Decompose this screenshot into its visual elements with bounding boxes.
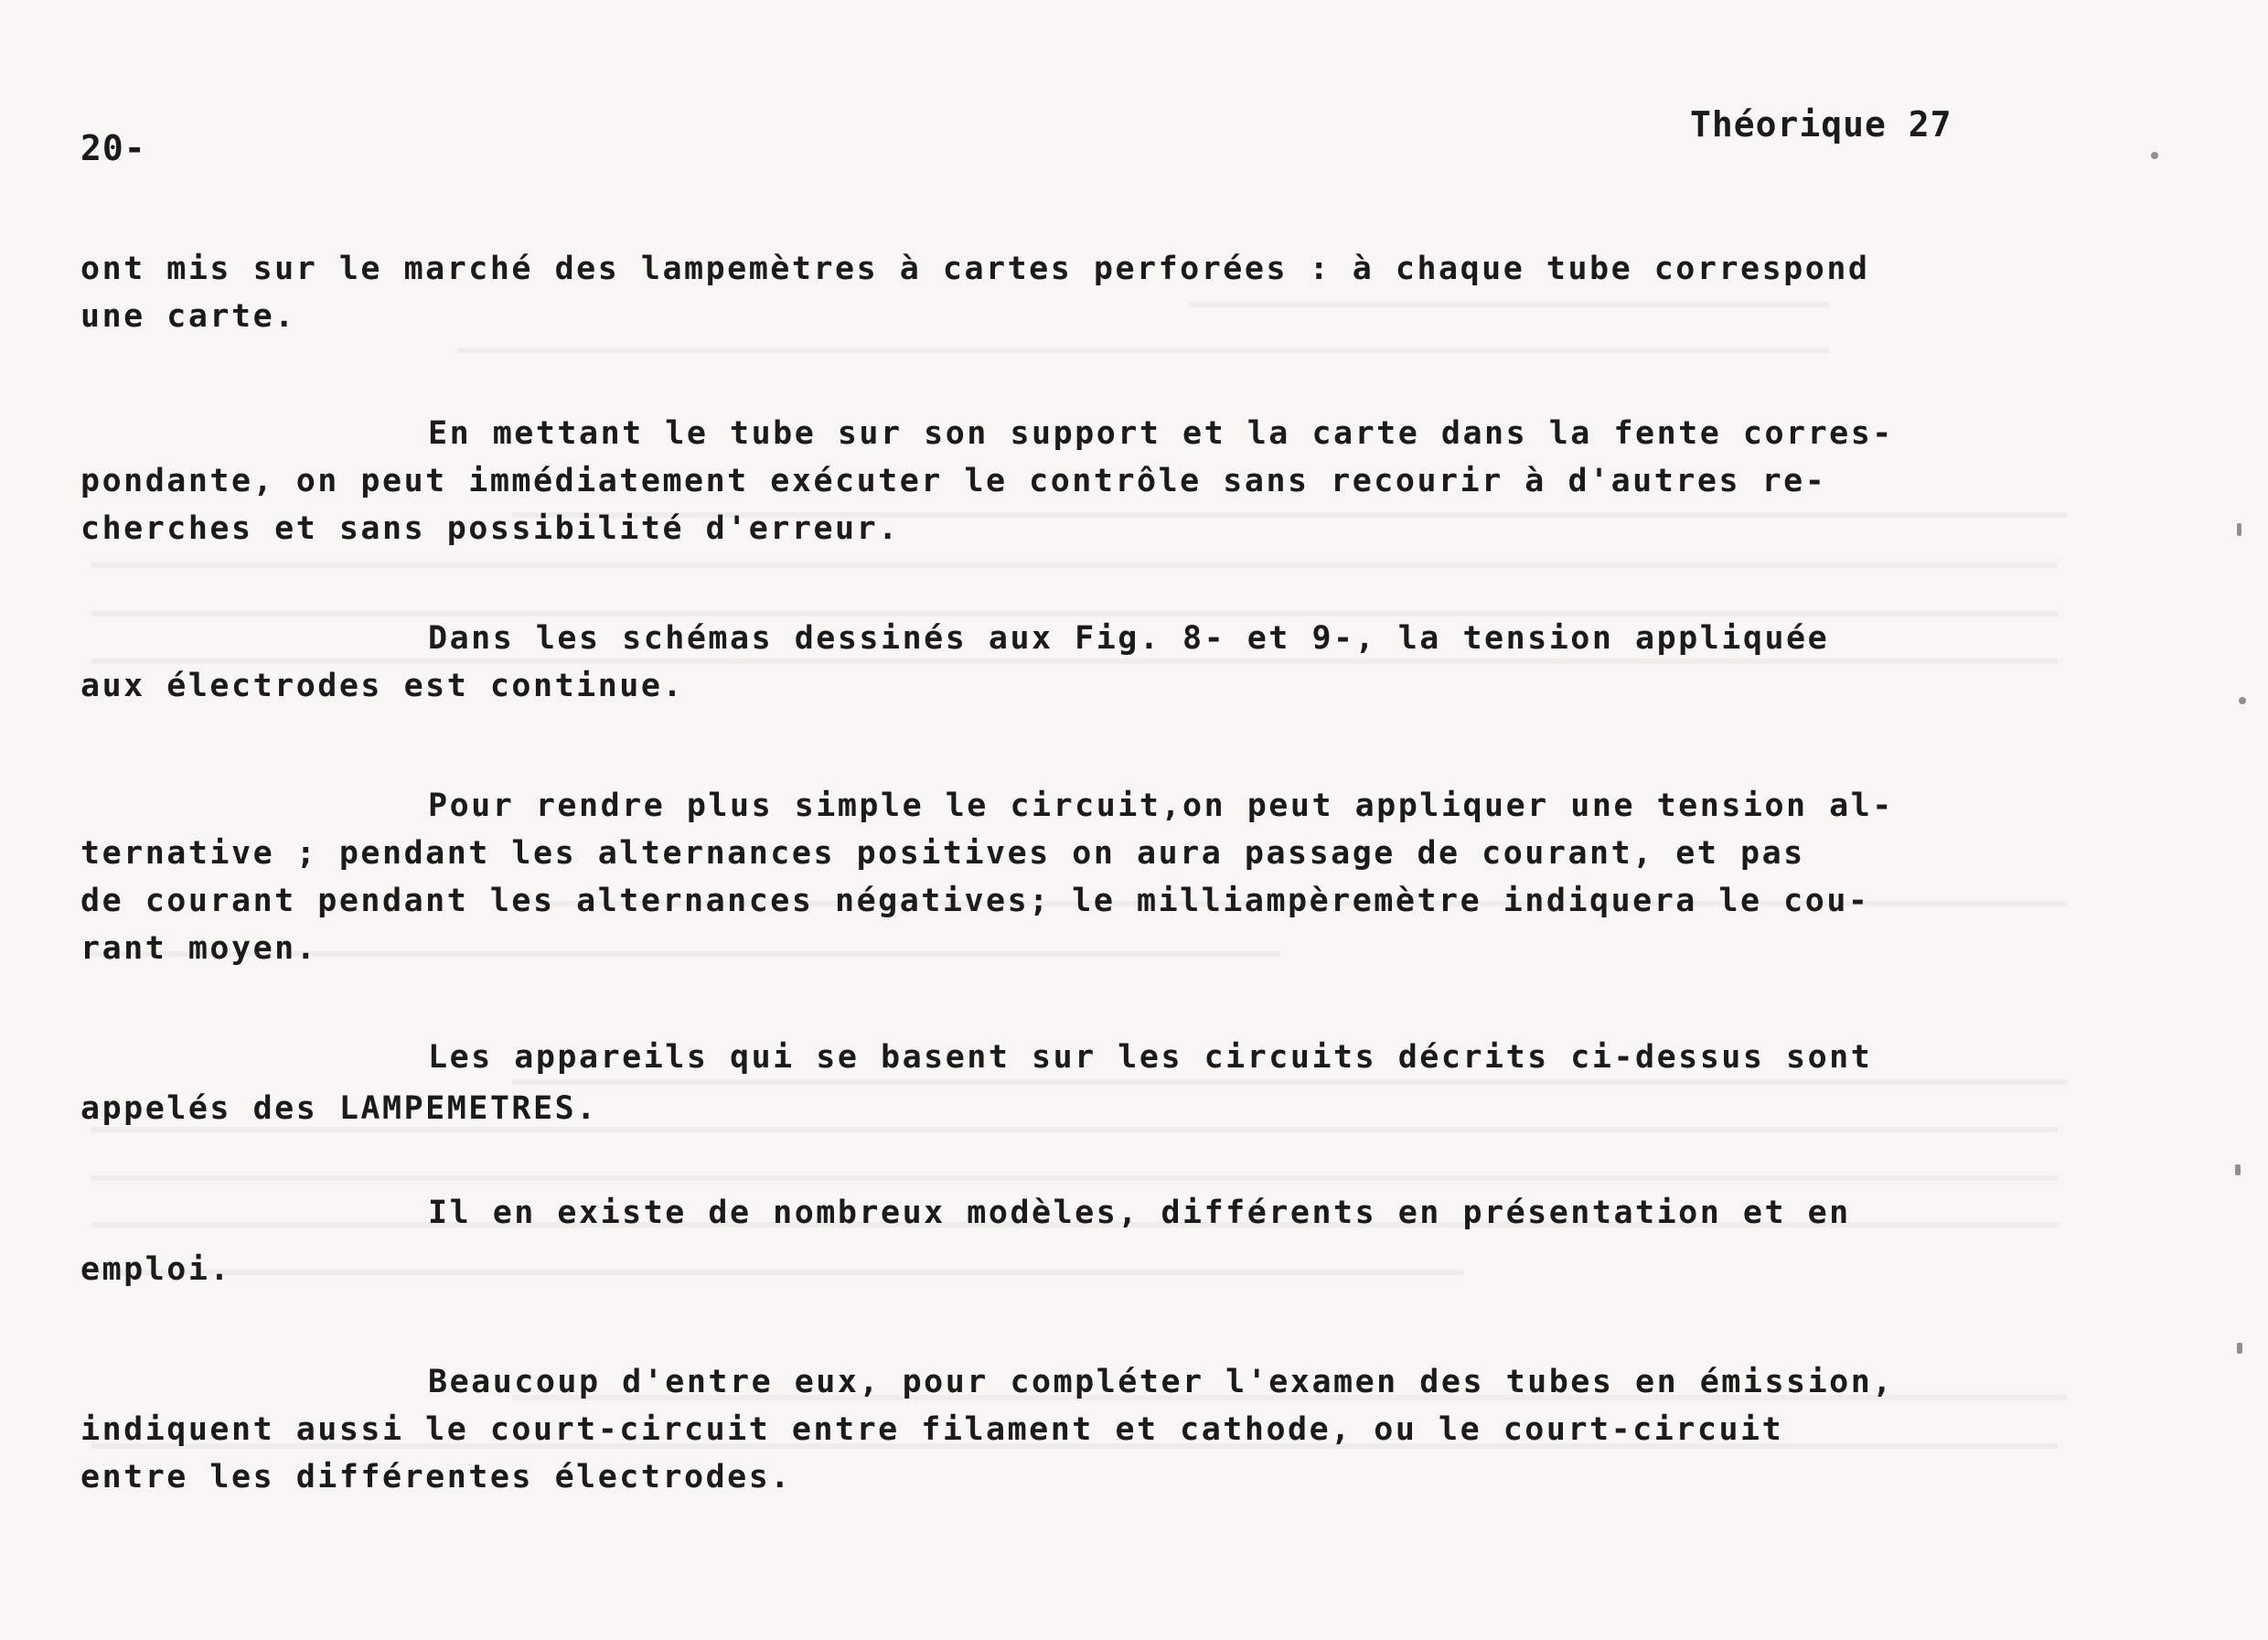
text-line: entre les différentes électrodes. xyxy=(80,1459,792,1495)
paragraph-2 xyxy=(80,410,2038,552)
text-line: emploi. xyxy=(80,1251,232,1288)
text-line: ternative ; pendant les alternances positives on aura passage de courant, et pas xyxy=(80,835,1805,872)
paragraph-6 xyxy=(80,1189,2038,1293)
text-line: Les appareils qui se basent sur les circuits décrits ci-dessus sont xyxy=(428,1039,1873,1076)
text-line: Beaucoup d'entre eux, pour compléter l'examen des tubes en émission, xyxy=(428,1364,1894,1400)
paragraph-4 xyxy=(80,782,2038,972)
text-line: aux électrodes est continue. xyxy=(80,668,685,704)
paragraph-1 xyxy=(80,245,2038,340)
text-line: une carte. xyxy=(80,298,296,335)
running-title: Théorique 27 xyxy=(1690,104,1952,145)
text-line: cherches et sans possibilité d'erreur. xyxy=(80,510,900,547)
text-line: Dans les schémas dessinés aux Fig. 8- et 9-, la tension appliquée xyxy=(428,620,1830,657)
paragraph-5 xyxy=(80,1034,2038,1132)
text-line: pondante, on peut immédiatement exécuter le contrôle sans recourir à d'autres re- xyxy=(80,463,1827,499)
text-line: indiquent aussi le court-circuit entre filament et cathode, ou le court-circuit xyxy=(80,1411,1784,1448)
show-through-line xyxy=(91,1175,2058,1181)
scan-speck xyxy=(2239,697,2246,704)
show-through-line xyxy=(91,563,2058,568)
text-line: Il en existe de nombreux modèles, différents en présentation et en xyxy=(428,1195,1851,1231)
scan-speck xyxy=(2237,523,2241,536)
text-line: Pour rendre plus simple le circuit,on peut appliquer une tension al- xyxy=(428,788,1894,824)
text-line: En mettant le tube sur son support et la carte dans la fente corres- xyxy=(428,415,1894,452)
text-line: appelés des LAMPEMETRES. xyxy=(80,1090,598,1127)
page-number: 20- xyxy=(80,128,146,168)
paragraph-7 xyxy=(80,1358,2038,1501)
show-through-line xyxy=(457,348,1829,353)
scan-speck xyxy=(2151,152,2158,159)
text-line: de courant pendant les alternances négatives; le milliampèremètre indiquera le cou- xyxy=(80,883,1870,919)
text-line: ont mis sur le marché des lampemètres à cartes perforées : à chaque tube correspond xyxy=(80,251,1870,287)
paragraph-3 xyxy=(80,615,2038,710)
text-line: rant moyen. xyxy=(80,930,318,967)
scan-speck xyxy=(2235,1164,2241,1175)
scan-speck xyxy=(2237,1343,2242,1354)
